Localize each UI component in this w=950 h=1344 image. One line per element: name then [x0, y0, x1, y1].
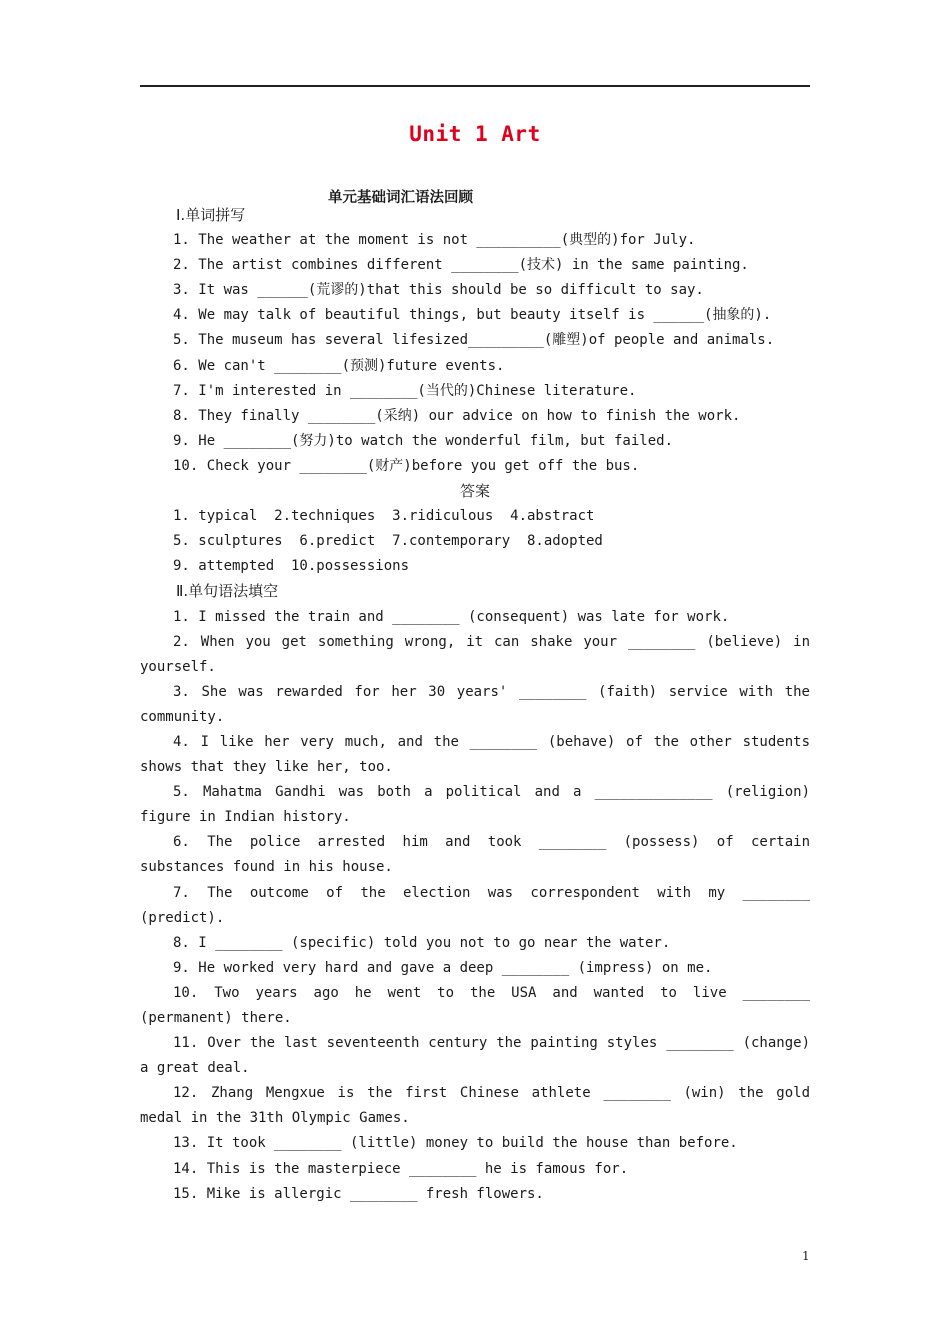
spelling-item: 5. The museum has several lifesized_________(雕塑)of people and animals. — [173, 332, 775, 349]
spelling-item: 3. It was ______(荒谬的)that this should be so difficult to say. — [173, 282, 704, 299]
spelling-item: 9. He ________(努力)to watch the wonderful film, but failed. — [173, 432, 674, 449]
grammar-item: 15. Mike is allergic ________ fresh flowers. — [173, 1185, 544, 1202]
spelling-item: 8. They finally ________(采纳) our advice on how to finish the work. — [173, 407, 741, 424]
spelling-item: 1. The weather at the moment is not __________(典型的)for July. — [173, 232, 696, 249]
answer-heading: 答案 — [459, 482, 490, 501]
document-body — [140, 203, 810, 1207]
answer-line: 1. typical 2.techniques 3.ridiculous 4.abstract — [173, 508, 595, 525]
grammar-item: 2. When you get something wrong, it can shake your ________ (believe) in yourself. — [140, 633, 810, 675]
spelling-item: 10. Check your ________(财产)before you get off the bus. — [173, 457, 640, 474]
header-rule — [140, 85, 810, 87]
section-heading-grammar: Ⅱ.单句语法填空 — [176, 582, 279, 601]
page-number: 1 — [802, 1249, 810, 1263]
answer-line: 9. attempted 10.possessions — [173, 558, 410, 575]
page-title: Unit 1 Art — [409, 122, 541, 146]
section-heading-spelling: Ⅰ.单词拼写 — [176, 206, 246, 224]
grammar-item: 3. She was rewarded for her 30 years' ________ (faith) service with the community. — [140, 683, 810, 725]
spelling-item: 7. I'm interested in ________(当代的)Chinese literature. — [173, 382, 637, 399]
grammar-item: 8. I ________ (specific) told you not to go near the water. — [173, 934, 671, 951]
grammar-item: 6. The police arrested him and took ________ (possess) of certain substances found in his house. — [140, 834, 810, 876]
grammar-item: 1. I missed the train and ________ (consequent) was late for work. — [173, 608, 730, 625]
grammar-item: 14. This is the masterpiece ________ he is famous for. — [173, 1160, 629, 1177]
grammar-item: 4. I like her very much, and the ________ (behave) of the other students shows that they like her, too. — [140, 733, 810, 776]
answer-line: 5. sculptures 6.predict 7.contemporary 8.adopted — [173, 533, 603, 550]
spelling-item: 4. We may talk of beautiful things, but beauty itself is ______(抽象的). — [173, 307, 772, 324]
spelling-item: 6. We can't ________(预测)future events. — [173, 357, 505, 374]
grammar-item: 7. The outcome of the election was correspondent with my ________ (predict). — [140, 884, 810, 926]
grammar-item: 10. Two years ago he went to the USA and wanted to live ________ (permanent) there. — [140, 984, 810, 1026]
page-subtitle: 单元基础词汇语法回顾 — [328, 190, 473, 206]
grammar-item: 9. He worked very hard and gave a deep ________ (impress) on me. — [173, 959, 713, 976]
spelling-item: 2. The artist combines different ________(技术) in the same painting. — [173, 257, 749, 274]
grammar-item: 11. Over the last seventeenth century the painting styles ________ (change) a great deal. — [140, 1035, 810, 1077]
grammar-item: 13. It took ________ (little) money to build the house than before. — [173, 1135, 738, 1152]
grammar-item: 5. Mahatma Gandhi was both a political and a ______________ (religion) figure in Indian history. — [140, 784, 810, 826]
grammar-item: 12. Zhang Mengxue is the first Chinese athlete ________ (win) the gold medal in the 31th Olympic Games. — [140, 1085, 810, 1127]
